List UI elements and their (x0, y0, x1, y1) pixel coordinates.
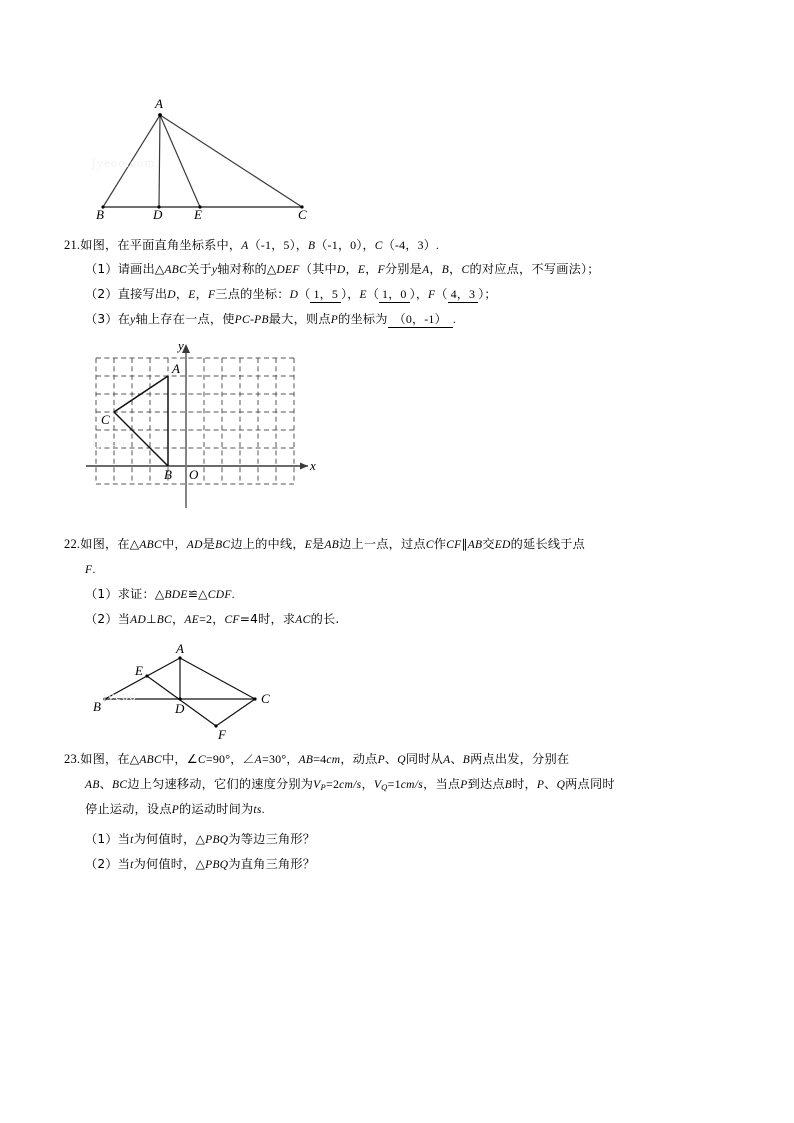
p21-1-q: ， (449, 262, 462, 276)
p21-1-d: D (336, 264, 346, 276)
p22-abc: ABC (139, 539, 162, 551)
p22-ab2: AB (467, 539, 483, 551)
p22-bc: BC (215, 539, 231, 551)
p23-ab2: AB (85, 779, 100, 791)
p23-1-label: （1） (85, 832, 118, 846)
p23-c: 中，∠ (161, 752, 198, 766)
p22-c: 中， (161, 537, 187, 551)
p21-coord-b: （-1，0）， (315, 238, 375, 252)
grid-watermark: jyeoo (92, 434, 126, 449)
p23-ab-comma: ， (361, 777, 374, 791)
p23-u: 、 (99, 777, 113, 791)
p21-1-f: F (377, 264, 385, 276)
p23-30deg: =30°， (261, 752, 299, 766)
p23-2-pbq: PBQ (205, 859, 229, 871)
p23-vq-eq: =1 (387, 777, 401, 791)
p21-1-def: DEF (276, 264, 300, 276)
p21-2-paren5: （ (435, 287, 448, 301)
p21-1-k: ， (365, 262, 378, 276)
p23-v-sub-p: P (320, 782, 326, 792)
figure-coordinate-grid (86, 336, 346, 516)
p21-2-paren4: ）， (409, 287, 429, 301)
p22-cf: CF (446, 539, 462, 551)
p21-1-s: 的对应点，不写画法）； (469, 262, 600, 276)
p23-ag: ，当点 (423, 777, 461, 791)
p22-2-ac: AC (295, 614, 311, 626)
vertex-label-b: B (96, 207, 104, 222)
p23-b: B (462, 754, 471, 766)
p22-1-cdf: CDF (207, 589, 232, 601)
p22-1-e: . (231, 587, 235, 601)
p22-q: 交 (482, 537, 495, 551)
p23-m: 、 (384, 752, 398, 766)
p22-2-a: 当 (117, 612, 131, 626)
p21-3-g: 最大，则点 (268, 312, 331, 326)
problem-23-item-1 (85, 831, 315, 848)
p21-3-pb: PB (254, 314, 269, 326)
coordinate-grid-svg (86, 336, 346, 516)
problem-22-item-1 (85, 586, 235, 603)
p21-1-e: 轴对称的△ (217, 262, 277, 276)
p23-2-t: t (130, 859, 134, 871)
p22-e: 是 (202, 537, 216, 551)
p22-g: 边上的中线， (230, 537, 305, 551)
p23-k: ，动点 (340, 752, 378, 766)
p21-coord-a: （-1，5）， (248, 238, 309, 252)
p21-3-period: . (452, 312, 457, 326)
p21-1-m: 分别是 (384, 262, 423, 276)
p22-e2: E (304, 539, 313, 551)
p23-1-a: 当 (117, 832, 131, 846)
p22-2-e: ， (172, 612, 185, 626)
problem-23-stem-line-2 (85, 776, 615, 795)
p21-2-paren3: （ (366, 287, 380, 301)
vertex-label-d: D (153, 207, 163, 222)
p21-1-abc: ABC (164, 264, 188, 276)
answer-blank-p-coord[interactable]: （0，-1） (388, 311, 453, 328)
p21-3-a: 在 (117, 312, 131, 326)
p21-1-e2: E (357, 264, 366, 276)
p23-2-e: 为直角三角形？ (228, 857, 316, 871)
p22-2-perp: ⊥ (146, 612, 157, 626)
p21-2-g: 三点的坐标： (215, 287, 290, 301)
q22-watermark: jyeoo (103, 688, 137, 703)
p23-ak: 时， (512, 777, 537, 791)
p22-1-c: ≌△ (187, 587, 208, 601)
p21-2-dlabel: D (289, 289, 299, 301)
p22-2-i: =4时，求 (239, 612, 296, 626)
p22-a: 如图，在△ (80, 537, 140, 551)
figure-triangle-abc-top (80, 95, 330, 220)
p21-2-d: D (167, 289, 176, 301)
p23-s: 两点出发，分别在 (470, 752, 570, 766)
p21-3-p: P (330, 314, 339, 326)
p23-a2: A (443, 754, 451, 766)
p21-3-label: （3） (85, 312, 118, 326)
p21-1-y: y (211, 264, 218, 276)
p23-at: . (261, 802, 265, 816)
p21-3-pc: PC (234, 314, 250, 326)
p23-bc: BC (112, 779, 128, 791)
p23-ao: 停止运动，设点 (85, 802, 172, 816)
p21-1-b2: B (441, 264, 450, 276)
p21-2-e: E (188, 289, 196, 301)
p22-m: 作 (433, 537, 447, 551)
problem-22-stem-line-1 (64, 536, 585, 553)
answer-blank-e[interactable]: 1，0 (379, 286, 410, 303)
p23-cms2: cm/s (400, 779, 424, 791)
problem-22-stem-line-2 (85, 561, 96, 578)
p21-1-label: （1） (85, 262, 118, 276)
p23-vp-eq: =2 (325, 777, 340, 791)
p23-aq: 的运动时间为 (179, 802, 254, 816)
p21-2-flabel: F (428, 289, 436, 301)
p21-point-c: C (374, 240, 383, 252)
p23-o: 同时从 (405, 752, 444, 766)
p21-3-c: 轴上存在一点，使 (135, 312, 235, 326)
p21-3-i: 的坐标为 (338, 312, 388, 326)
p22-ad: AD (186, 539, 203, 551)
p22-s: 的延长线于点 (510, 537, 585, 551)
problem-21-number: 21. (64, 238, 81, 252)
q22-label-f: F (218, 727, 226, 742)
p23-cms1: cm/s (339, 779, 362, 791)
grid-vertex-label-c: C (101, 412, 110, 427)
p23-s-unit: s (256, 804, 262, 816)
grid-vertex-label-b: B (164, 467, 172, 482)
answer-blank-f[interactable]: 4，3 (448, 286, 479, 303)
p23-v-sub-q: Q (381, 782, 388, 792)
p22-2-cf: CF (224, 614, 240, 626)
p21-2-a: 直接写出 (117, 287, 168, 301)
p23-b2: B (504, 779, 513, 791)
p21-1-o: ， (429, 262, 442, 276)
p21-2-paren1: （ (298, 287, 311, 301)
p23-90deg: =90°，∠ (205, 752, 255, 766)
problem-21-item-3 (85, 311, 456, 328)
p23-1-e: 为等边三角形？ (228, 832, 316, 846)
p22-c2: C (425, 539, 434, 551)
p23-eq4: =4 (313, 752, 327, 766)
p23-am: 、 (544, 777, 557, 791)
p22-2-ad: AD (130, 614, 147, 626)
problem-23-stem-line-1 (64, 751, 569, 768)
answer-blank-d[interactable]: 1，5 (310, 286, 341, 303)
p22-2-g: =2， (199, 612, 225, 626)
p21-2-paren6: ）； (478, 287, 497, 301)
p21-2-label: （2） (85, 287, 118, 301)
p23-angle-c: C (197, 754, 206, 766)
p23-2-c: 为何值时，△ (133, 857, 206, 871)
p23-p2: P (460, 779, 468, 791)
p23-1-c: 为何值时，△ (133, 832, 206, 846)
problem-21-item-2 (85, 286, 497, 303)
p22-2-ae: AE (184, 614, 200, 626)
problem-22-item-2 (85, 611, 339, 628)
p23-1-pbq: PBQ (205, 834, 229, 846)
p21-1-g: （其中 (299, 262, 337, 276)
p21-coord-c: （-4，3）. (382, 238, 440, 252)
p23-1-t: t (130, 834, 134, 846)
p22-1-label: （1） (85, 587, 118, 601)
problem-21-item-1 (85, 261, 600, 278)
axis-label-x: x (310, 458, 316, 473)
q22-label-a: A (176, 641, 184, 656)
problem-23-item-2 (85, 856, 315, 873)
vertex-label-c: C (298, 207, 307, 222)
p23-cm: cm (326, 754, 341, 766)
p22-ab: AB (324, 539, 340, 551)
p21-2-elabel: E (359, 289, 367, 301)
p23-2-label: （2） (85, 857, 118, 871)
q22-label-b: B (93, 699, 101, 714)
problem-21-stem (64, 237, 439, 254)
p23-p: P (377, 754, 385, 766)
p22-2-bc: BC (156, 614, 173, 626)
origin-label-o: O (189, 467, 199, 482)
p21-1-c2: C (461, 264, 470, 276)
p23-abc: ABC (139, 754, 162, 766)
p23-p3: P (536, 779, 545, 791)
p23-2-a: 当 (117, 857, 131, 871)
p21-1-a: 请画出△ (117, 262, 165, 276)
vertex-label-e: E (194, 207, 202, 222)
vertex-label-a: A (155, 96, 163, 111)
p23-ai: 到达点 (467, 777, 505, 791)
p22-1-bde: BDE (164, 589, 188, 601)
figure-q22-median (85, 641, 285, 745)
p23-a: 如图，在△ (80, 752, 140, 766)
p22-ed: ED (494, 539, 511, 551)
p22-2-label: （2） (85, 612, 118, 626)
p21-2-c: ， (175, 287, 189, 301)
p21-1-a2: A (422, 264, 430, 276)
p23-angle-a: A (254, 754, 262, 766)
p21-2-e2: ， (195, 287, 209, 301)
p22-2-k: 的长. (310, 612, 340, 626)
p21-stem-text-1: 如图，在平面直角坐标系中， (80, 238, 242, 252)
p22-f: F (85, 564, 93, 576)
p23-ao-part: 两点同时 (565, 777, 615, 791)
p21-point-a: A (241, 240, 249, 252)
p21-3-minus: - (249, 312, 255, 326)
watermark-text: jyeoo.com (92, 155, 156, 170)
p23-q: Q (397, 754, 406, 766)
problem-23-stem-line-3 (85, 801, 265, 818)
p21-1-i: ， (345, 262, 358, 276)
grid-vertex-label-a: A (172, 361, 180, 376)
p22-1-a: 求证：△ (117, 587, 165, 601)
p23-v-symbol: V (313, 779, 321, 791)
problem-22-number: 22. (64, 537, 81, 551)
q22-label-c: C (261, 691, 270, 706)
p23-t: t (253, 804, 257, 816)
p22-k: 边上一点，过点 (339, 537, 426, 551)
problem-23-number: 23. (64, 752, 81, 766)
p23-ap: P (171, 804, 180, 816)
p23-v-symbol2: V (373, 779, 382, 791)
p23-q3: Q (556, 779, 566, 791)
p22-u: . (92, 562, 96, 576)
p22-parallel: ∥ (461, 537, 468, 551)
p21-2-f: F (208, 289, 216, 301)
p23-q2: 、 (450, 752, 463, 766)
p22-i: 是 (312, 537, 325, 551)
p21-1-c: 关于 (187, 262, 212, 276)
p21-2-paren2: ）， (341, 287, 360, 301)
p23-ab: AB (298, 754, 314, 766)
axis-label-y: y (178, 338, 184, 353)
q22-label-d: D (175, 701, 185, 716)
p21-3-y: y (130, 314, 136, 326)
p23-w: 边上匀速移动，它们的速度分别为 (127, 777, 314, 791)
q22-label-e: E (135, 663, 143, 678)
p21-point-b: B (308, 240, 316, 252)
